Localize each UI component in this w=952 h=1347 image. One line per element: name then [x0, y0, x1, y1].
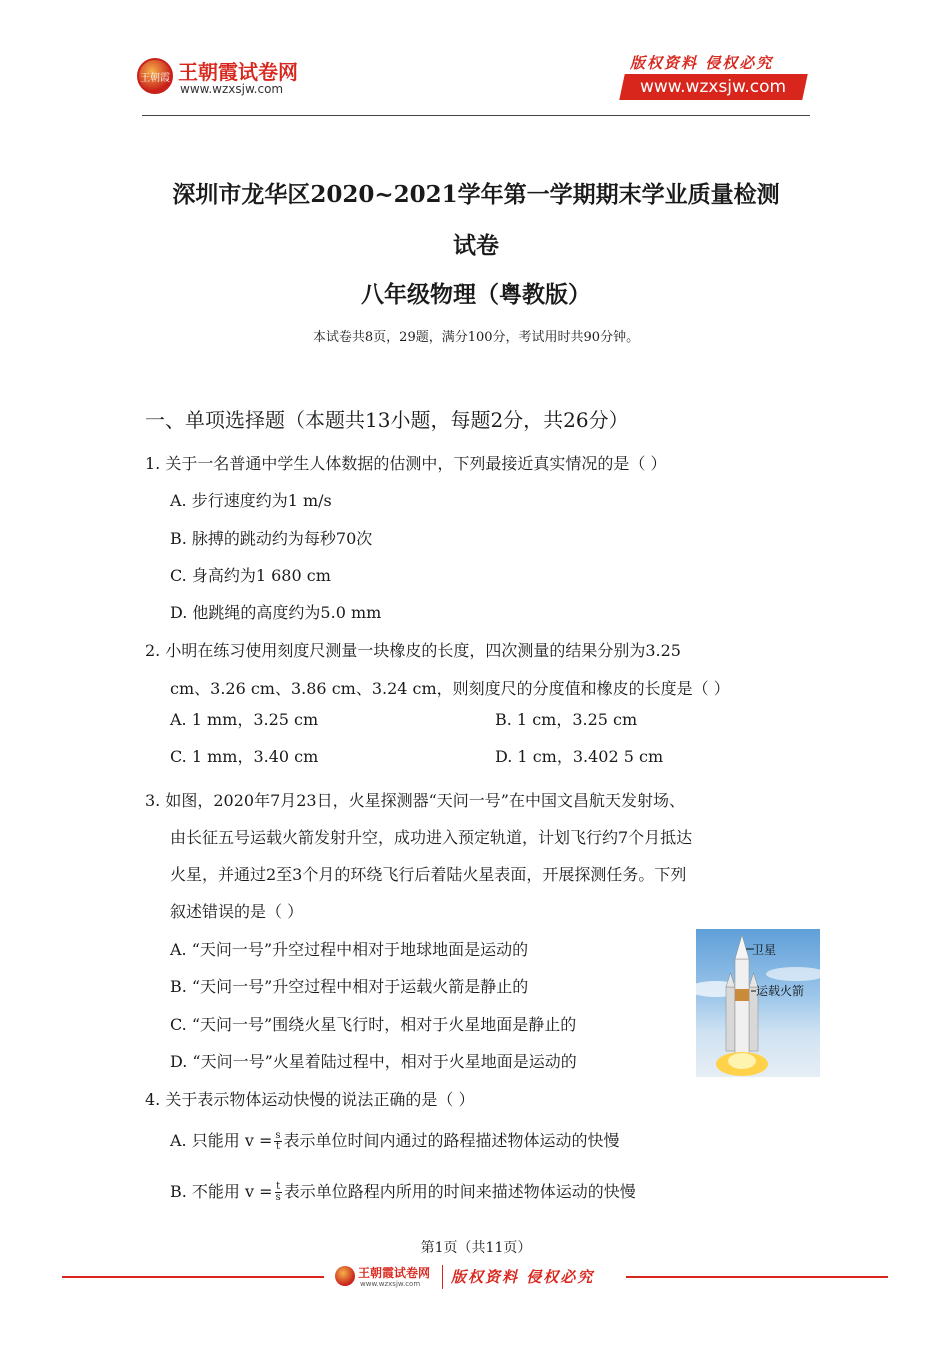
brand-url[interactable]: www.wzxsjw.com	[180, 82, 284, 96]
section-heading: 一、单项选择题（本题共13小题，每题2分，共26分）	[145, 408, 629, 432]
q2-stem-line2: cm、3.26 cm、3.86 cm、3.24 cm，则刻度尺的分度值和橡皮的长度是（ ）	[170, 679, 730, 698]
footer-brand-url[interactable]: www.wzxsjw.com	[360, 1280, 421, 1288]
q3-option-b: B. “天问一号”升空过程中相对于运载火箭是静止的	[170, 977, 529, 996]
q1-option-b: B. 脉搏的跳动约为每秒70次	[170, 529, 373, 548]
q2-option-d: D. 1 cm，3.402 5 cm	[495, 747, 664, 766]
brand-name: 王朝霞试卷网	[178, 60, 298, 84]
q3-option-c: C. “天问一号”围绕火星飞行时，相对于火星地面是静止的	[170, 1015, 577, 1034]
q2-option-a: A. 1 mm，3.25 cm	[170, 710, 319, 729]
footer-rule-right	[626, 1276, 888, 1278]
q2-stem-line1: 2. 小明在练习使用刻度尺测量一块橡皮的长度，四次测量的结果分别为3.25	[145, 641, 681, 660]
q4-option-b-suffix: 表示单位路程内所用的时间来描述物体运动的快慢	[283, 1182, 636, 1201]
url-banner-text: www.wzxsjw.com	[640, 77, 787, 97]
q4-stem: 4. 关于表示物体运动快慢的说法正确的是（ ）	[145, 1090, 475, 1109]
brand-logo-icon	[137, 58, 173, 94]
url-banner[interactable]	[619, 74, 808, 100]
q1-stem: 1. 关于一名普通中学生人体数据的估测中，下列最接近真实情况的是（ ）	[145, 454, 667, 473]
footer-separator	[442, 1265, 443, 1289]
q3-stem-line2: 由长征五号运载火箭发射升空，成功进入预定轨道，计划飞行约7个月抵达	[170, 828, 693, 847]
fraction-t-over-s	[275, 1182, 282, 1203]
q1-option-d: D. 他跳绳的高度约为5.0 mm	[170, 603, 382, 622]
q4-option-b	[170, 1179, 636, 1203]
fraction-numerator: t	[276, 1181, 281, 1192]
page-number: 第1页（共11页）	[420, 1240, 532, 1256]
q3-stem-line1: 3. 如图，2020年7月23日，火星探测器“天问一号”在中国文昌航天发射场、	[145, 791, 685, 810]
fraction-s-over-t	[274, 1131, 281, 1152]
q1-option-a: A. 步行速度约为1 m/s	[170, 491, 332, 510]
fraction-denominator: t	[275, 1141, 280, 1152]
footer-brand-name: 王朝霞试卷网	[358, 1266, 431, 1280]
footer-rule-left	[62, 1276, 324, 1278]
q3-option-d: D. “天问一号”火星着陆过程中，相对于火星地面是运动的	[170, 1052, 577, 1071]
footer-logo-icon	[335, 1266, 355, 1286]
exam-subtitle: 八年级物理（粤教版）	[361, 281, 591, 308]
q4-option-a-suffix: 表示单位时间内通过的路程描述物体运动的快慢	[283, 1131, 620, 1150]
q4-option-a	[170, 1128, 620, 1152]
q1-option-c: C. 身高约为1 680 cm	[170, 566, 331, 585]
exam-title-line2: 试卷	[453, 232, 499, 259]
q4-option-a-prefix: A. 只能用 v =	[170, 1131, 273, 1150]
exam-intro: 本试卷共8页，29题，满分100分，考试用时共90分钟。	[312, 330, 640, 345]
copyright-notice: 版权资料 侵权必究	[630, 54, 774, 72]
fraction-numerator: s	[275, 1130, 281, 1141]
exam-title: 深圳市龙华区2020~2021学年第一学期期末学业质量检测	[172, 181, 780, 208]
q2-option-b: B. 1 cm，3.25 cm	[495, 710, 638, 729]
q4-option-b-prefix: B. 不能用 v =	[170, 1182, 273, 1201]
fraction-denominator: s	[275, 1192, 281, 1203]
header-divider	[142, 115, 810, 116]
q3-stem-line4: 叙述错误的是（ ）	[170, 902, 304, 921]
q3-option-a: A. “天问一号”升空过程中相对于地球地面是运动的	[170, 940, 529, 959]
rocket-launch-figure	[696, 929, 820, 1077]
rocket-label: 运载火箭	[756, 984, 805, 998]
satellite-label: 卫星	[752, 943, 777, 957]
footer-copyright-notice: 版权资料 侵权必究	[451, 1268, 595, 1286]
q3-stem-line3: 火星，并通过2至3个月的环绕飞行后着陆火星表面，开展探测任务。下列	[170, 865, 687, 884]
q2-option-c: C. 1 mm，3.40 cm	[170, 747, 319, 766]
logo-text: 王朝霞	[140, 73, 170, 84]
